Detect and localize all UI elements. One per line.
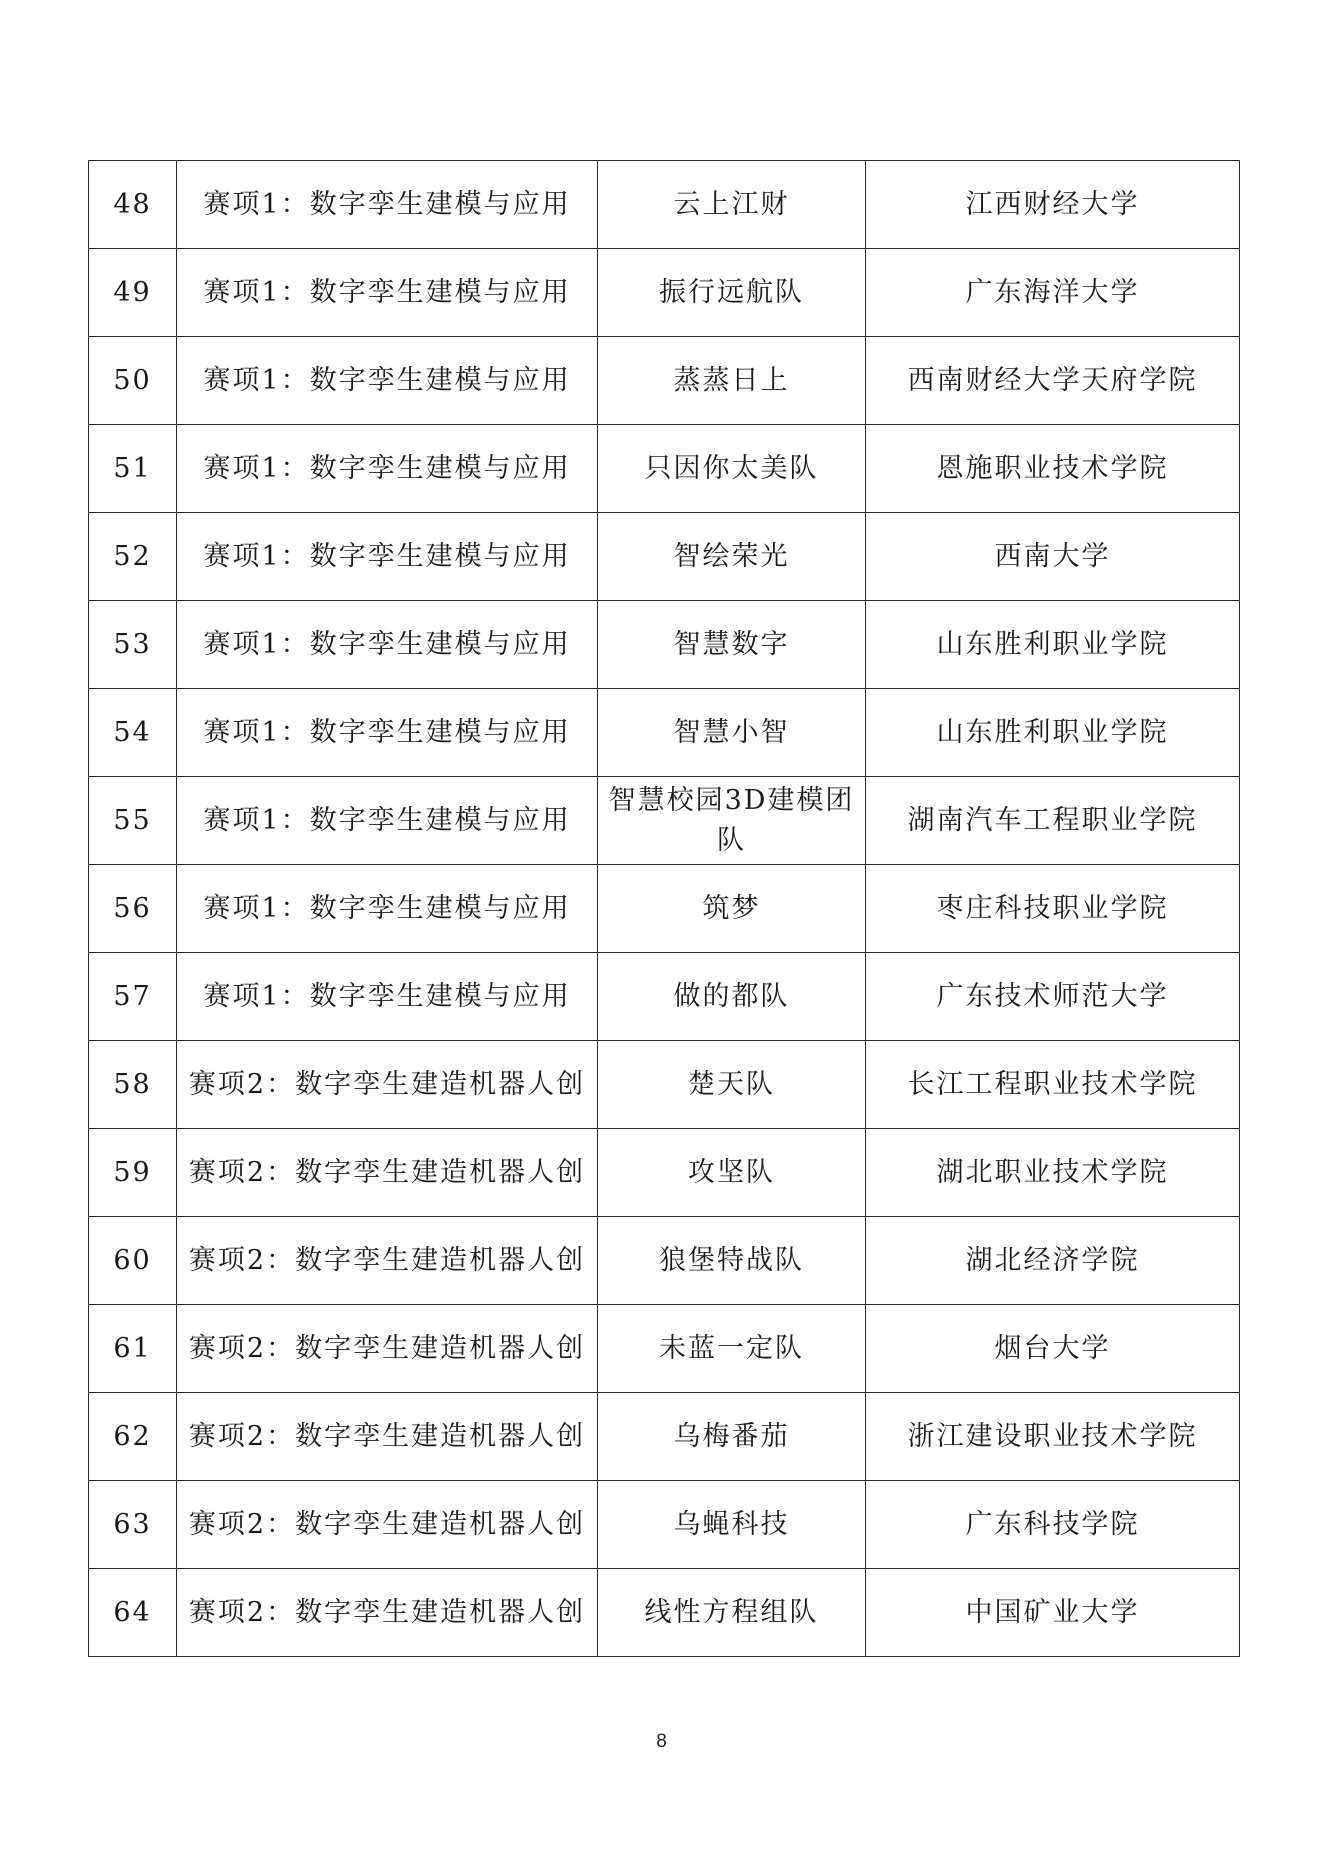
table-row bbox=[89, 1569, 1240, 1657]
team-cell: 蒸蒸日上 bbox=[598, 337, 866, 425]
school-cell: 中国矿业大学 bbox=[866, 1569, 1240, 1657]
team-cell: 楚天队 bbox=[598, 1041, 866, 1129]
row-number: 64 bbox=[89, 1569, 177, 1657]
row-number: 53 bbox=[89, 601, 177, 689]
school-cell: 浙江建设职业技术学院 bbox=[866, 1393, 1240, 1481]
page-number: 8 bbox=[656, 1731, 667, 1752]
team-cell: 筑梦 bbox=[598, 865, 866, 953]
team-cell: 振行远航队 bbox=[598, 249, 866, 337]
school-cell: 湖北经济学院 bbox=[866, 1217, 1240, 1305]
team-cell: 线性方程组队 bbox=[598, 1569, 866, 1657]
school-cell: 西南财经大学天府学院 bbox=[866, 337, 1240, 425]
row-number: 56 bbox=[89, 865, 177, 953]
row-number: 60 bbox=[89, 1217, 177, 1305]
event-cell: 赛项2：数字孪生建造机器人创 bbox=[177, 1569, 598, 1657]
team-cell: 智慧数字 bbox=[598, 601, 866, 689]
team-roster-table bbox=[88, 160, 1240, 1657]
table-row bbox=[89, 1305, 1240, 1393]
table-row bbox=[89, 865, 1240, 953]
team-cell: 狼堡特战队 bbox=[598, 1217, 866, 1305]
event-cell: 赛项1：数字孪生建模与应用 bbox=[177, 513, 598, 601]
team-cell: 云上江财 bbox=[598, 161, 866, 249]
table-row bbox=[89, 249, 1240, 337]
table-row bbox=[89, 1217, 1240, 1305]
row-number: 62 bbox=[89, 1393, 177, 1481]
table-row bbox=[89, 1393, 1240, 1481]
event-cell: 赛项2：数字孪生建造机器人创 bbox=[177, 1129, 598, 1217]
school-cell: 枣庄科技职业学院 bbox=[866, 865, 1240, 953]
event-cell: 赛项1：数字孪生建模与应用 bbox=[177, 601, 598, 689]
school-cell: 广东科技学院 bbox=[866, 1481, 1240, 1569]
team-cell: 攻坚队 bbox=[598, 1129, 866, 1217]
table-row bbox=[89, 425, 1240, 513]
event-cell: 赛项2：数字孪生建造机器人创 bbox=[177, 1305, 598, 1393]
team-cell: 智绘荣光 bbox=[598, 513, 866, 601]
school-cell: 湖北职业技术学院 bbox=[866, 1129, 1240, 1217]
table-row bbox=[89, 337, 1240, 425]
school-cell: 恩施职业技术学院 bbox=[866, 425, 1240, 513]
team-cell: 智慧校园3D建模团队 bbox=[598, 777, 866, 865]
row-number: 54 bbox=[89, 689, 177, 777]
event-cell: 赛项1：数字孪生建模与应用 bbox=[177, 953, 598, 1041]
event-cell: 赛项2：数字孪生建造机器人创 bbox=[177, 1041, 598, 1129]
school-cell: 湖南汽车工程职业学院 bbox=[866, 777, 1240, 865]
school-cell: 广东海洋大学 bbox=[866, 249, 1240, 337]
row-number: 61 bbox=[89, 1305, 177, 1393]
table-row bbox=[89, 161, 1240, 249]
event-cell: 赛项1：数字孪生建模与应用 bbox=[177, 425, 598, 513]
event-cell: 赛项1：数字孪生建模与应用 bbox=[177, 161, 598, 249]
team-cell: 只因你太美队 bbox=[598, 425, 866, 513]
team-cell: 乌梅番茄 bbox=[598, 1393, 866, 1481]
row-number: 50 bbox=[89, 337, 177, 425]
school-cell: 江西财经大学 bbox=[866, 161, 1240, 249]
table-row bbox=[89, 1481, 1240, 1569]
event-cell: 赛项2：数字孪生建造机器人创 bbox=[177, 1393, 598, 1481]
team-cell: 智慧小智 bbox=[598, 689, 866, 777]
row-number: 59 bbox=[89, 1129, 177, 1217]
team-cell: 未蓝一定队 bbox=[598, 1305, 866, 1393]
school-cell: 山东胜利职业学院 bbox=[866, 601, 1240, 689]
school-cell: 烟台大学 bbox=[866, 1305, 1240, 1393]
row-number: 63 bbox=[89, 1481, 177, 1569]
row-number: 58 bbox=[89, 1041, 177, 1129]
team-cell: 乌蝇科技 bbox=[598, 1481, 866, 1569]
row-number: 52 bbox=[89, 513, 177, 601]
event-cell: 赛项1：数字孪生建模与应用 bbox=[177, 337, 598, 425]
table-row bbox=[89, 689, 1240, 777]
event-cell: 赛项2：数字孪生建造机器人创 bbox=[177, 1217, 598, 1305]
table-row bbox=[89, 1041, 1240, 1129]
event-cell: 赛项1：数字孪生建模与应用 bbox=[177, 249, 598, 337]
table-row bbox=[89, 777, 1240, 865]
row-number: 55 bbox=[89, 777, 177, 865]
row-number: 57 bbox=[89, 953, 177, 1041]
row-number: 48 bbox=[89, 161, 177, 249]
school-cell: 西南大学 bbox=[866, 513, 1240, 601]
table-row bbox=[89, 513, 1240, 601]
event-cell: 赛项1：数字孪生建模与应用 bbox=[177, 689, 598, 777]
document-page bbox=[88, 160, 1239, 1657]
row-number: 49 bbox=[89, 249, 177, 337]
event-cell: 赛项2：数字孪生建造机器人创 bbox=[177, 1481, 598, 1569]
school-cell: 长江工程职业技术学院 bbox=[866, 1041, 1240, 1129]
team-cell: 做的都队 bbox=[598, 953, 866, 1041]
table-row bbox=[89, 601, 1240, 689]
event-cell: 赛项1：数字孪生建模与应用 bbox=[177, 865, 598, 953]
table-body bbox=[89, 161, 1240, 1657]
table-row bbox=[89, 953, 1240, 1041]
table-row bbox=[89, 1129, 1240, 1217]
school-cell: 广东技术师范大学 bbox=[866, 953, 1240, 1041]
row-number: 51 bbox=[89, 425, 177, 513]
event-cell: 赛项1：数字孪生建模与应用 bbox=[177, 777, 598, 865]
school-cell: 山东胜利职业学院 bbox=[866, 689, 1240, 777]
